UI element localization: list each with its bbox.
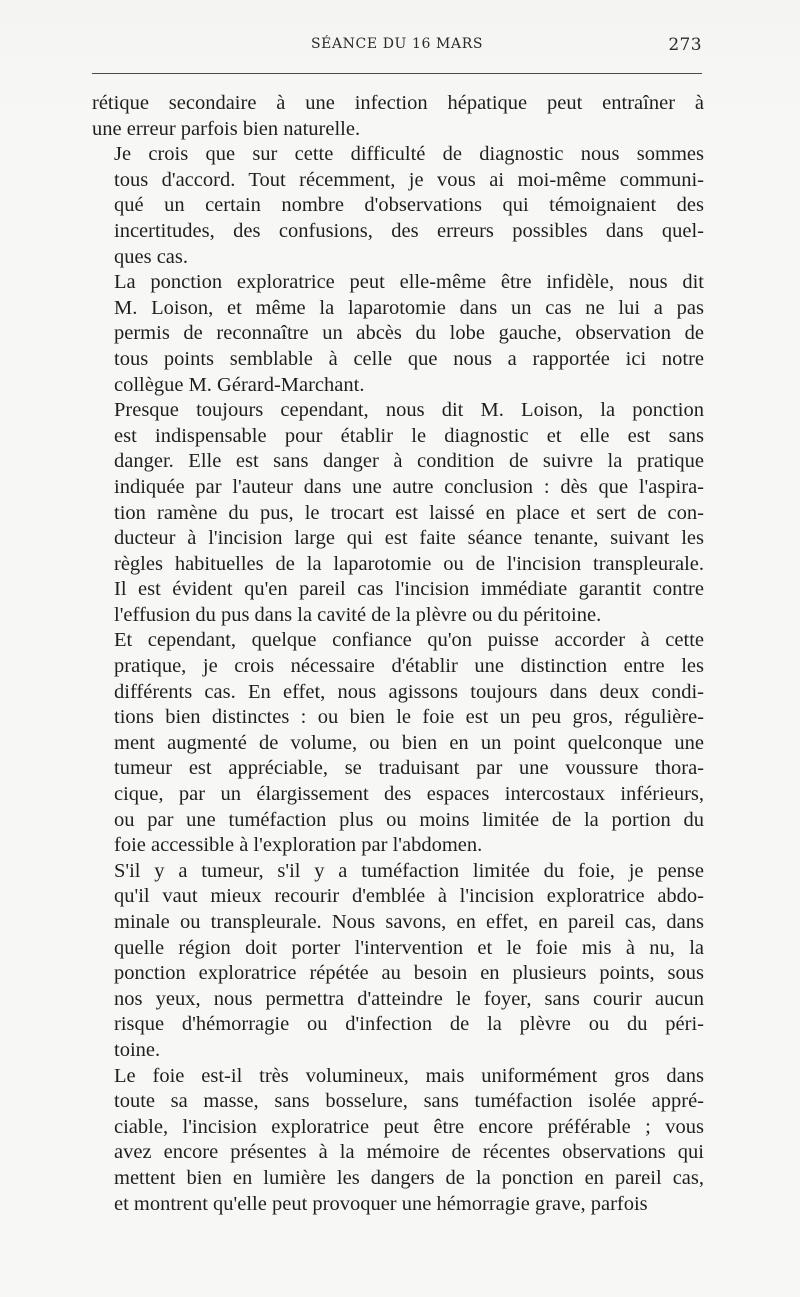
text-line: l'effusion du pus dans la cavité de la plèvre ou du péritoine.: [114, 603, 602, 626]
text-line: S'il y a tumeur, s'il y a tuméfaction limitée du foie, je pense: [114, 859, 704, 882]
text-line: tous points semblable à celle que nous a rapportée ici notre: [114, 347, 704, 370]
text-line: incertitudes, des confusions, des erreurs possibles dans quel-: [114, 219, 704, 242]
text-line: ponction exploratrice répétée au besoin en plusieurs points, sous: [114, 962, 704, 985]
text-line: Il est évident qu'en pareil cas l'incision immédiate garantit contre: [114, 578, 704, 601]
body-text: [92, 91, 704, 1217]
text-line: La ponction exploratrice peut elle-même être infidèle, nous dit: [114, 271, 704, 294]
text-line: rétique secondaire à une infection hépatique peut entraîner à: [92, 92, 704, 114]
paragraph: [92, 142, 704, 270]
paragraph: [92, 270, 704, 398]
text-line: ciable, l'incision exploratrice peut être encore préférable ; vous: [114, 1115, 704, 1138]
text-line: ducteur à l'incision large qui est faite séance tenante, suivant les: [114, 527, 704, 550]
text-line: Je crois que sur cette difficulté de diagnostic nous sommes: [114, 143, 704, 166]
text-line: tumeur est appréciable, se traduisant par une voussure thora-: [114, 757, 704, 780]
paragraph: [92, 859, 704, 1064]
text-line: risque d'hémorragie ou d'infection de la plèvre ou du péri-: [114, 1013, 704, 1036]
text-line: indiquée par l'auteur dans une autre conclusion : dès que l'aspira-: [114, 475, 704, 498]
text-line: différents cas. En effet, nous agissons toujours dans deux condi-: [114, 680, 704, 703]
paragraph: [92, 628, 704, 858]
header-rule: [92, 73, 702, 74]
text-line: Le foie est-il très volumineux, mais uniformément gros dans: [114, 1064, 704, 1087]
text-line: tions bien distinctes : ou bien le foie est un peu gros, régulière-: [114, 706, 704, 729]
text-line: Presque toujours cependant, nous dit M. Loison, la ponction: [114, 399, 704, 422]
text-line: collègue M. Gérard-Marchant.: [114, 373, 365, 396]
text-line: une erreur parfois bien naturelle.: [92, 117, 361, 140]
text-line: toine.: [114, 1038, 161, 1061]
text-line: foie accessible à l'exploration par l'abdomen.: [114, 834, 483, 857]
text-line: nos yeux, nous permettra d'atteindre le foyer, sans courir aucun: [114, 987, 704, 1010]
paragraph: [92, 1064, 704, 1218]
text-line: qu'il vaut mieux recourir d'emblée à l'incision exploratrice abdo-: [114, 885, 704, 908]
text-line: pratique, je crois nécessaire d'établir une distinction entre les: [114, 655, 704, 678]
text-line: M. Loison, et même la laparotomie dans un cas ne lui a pas: [114, 296, 704, 319]
paragraph: [92, 91, 704, 142]
text-line: minale ou transpleurale. Nous savons, en effet, en pareil cas, dans: [114, 911, 704, 933]
text-line: Et cependant, quelque confiance qu'on puisse accorder à cette: [114, 629, 704, 652]
text-line: et montrent qu'elle peut provoquer une hémorragie grave, parfois: [114, 1192, 648, 1215]
page-header: [92, 36, 702, 60]
text-line: mettent bien en lumière les dangers de la ponction en pareil cas,: [114, 1166, 704, 1189]
text-line: tion ramène du pus, le trocart est laissé en place et sert de con-: [114, 501, 704, 524]
text-line: qué un certain nombre d'observations qui témoignaient des: [114, 194, 704, 217]
text-line: toute sa masse, sans bosselure, sans tuméfaction isolée appré-: [114, 1090, 704, 1113]
text-line: permis de reconnaître un abcès du lobe gauche, observation de: [114, 322, 704, 345]
running-head: SÉANCE DU 16 MARS: [310, 36, 484, 52]
text-line: ment augmenté de volume, ou bien en un point quelconque une: [114, 731, 704, 754]
text-line: avez encore présentes à la mémoire de récentes observations qui: [114, 1141, 704, 1164]
text-line: tous d'accord. Tout récemment, je vous ai moi-même communi-: [114, 168, 704, 191]
text-line: est indispensable pour établir le diagnostic et elle est sans: [114, 424, 704, 447]
text-line: quelle région doit porter l'intervention et le foie mis à nu, la: [114, 936, 704, 959]
text-line: danger. Elle est sans danger à condition de suivre la pratique: [114, 450, 704, 473]
text-line: cique, par un élargissement des espaces intercostaux inférieurs,: [114, 783, 704, 806]
text-line: règles habituelles de la laparotomie ou de l'incision transpleurale.: [114, 552, 704, 575]
text-line: ou par une tuméfaction plus ou moins limitée de la portion du: [114, 808, 704, 831]
page-number: 273: [668, 35, 702, 55]
paragraph: [92, 398, 704, 628]
text-line: ques cas.: [114, 245, 189, 268]
